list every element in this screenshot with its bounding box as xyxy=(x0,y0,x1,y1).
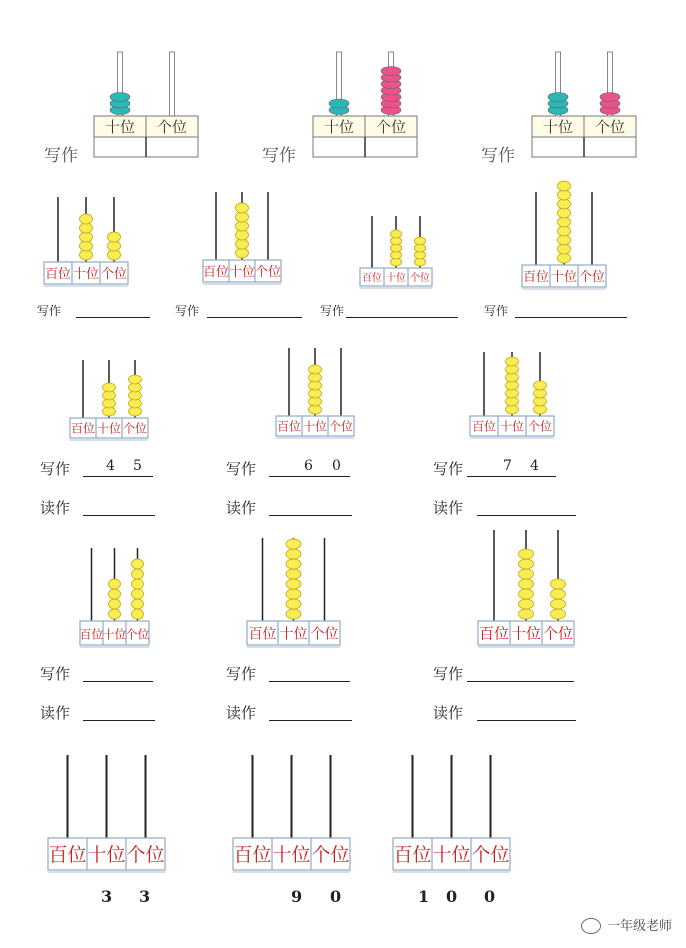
read-label: 读作 xyxy=(226,704,257,722)
abacus-bead xyxy=(309,365,322,374)
place-label: 十位 xyxy=(228,264,256,280)
place-label: 百位 xyxy=(522,269,550,285)
place-label: 百位 xyxy=(44,266,72,282)
abacus-bead xyxy=(600,93,620,102)
abacus-bead xyxy=(558,226,571,236)
abacus-bead xyxy=(236,230,249,240)
place-label: 百位 xyxy=(202,264,230,280)
write-label: 写作 xyxy=(320,304,345,318)
place-label: 个位 xyxy=(122,421,148,436)
abacus-bead xyxy=(80,241,93,251)
abacus-bead xyxy=(80,250,93,260)
abacus-bead xyxy=(80,214,93,224)
abacus-bead xyxy=(132,589,144,599)
write-label: 写作 xyxy=(484,304,509,318)
answer-line xyxy=(346,317,458,318)
abacus-bead xyxy=(80,232,93,242)
place-label: 十位 xyxy=(272,844,311,867)
abacus-bead xyxy=(519,569,534,579)
abacus-bead xyxy=(286,569,301,579)
abacus-bead xyxy=(415,237,426,245)
digit: 3 xyxy=(139,887,151,906)
answer-line xyxy=(83,720,155,721)
answer-line xyxy=(83,515,155,516)
place-label: 个位 xyxy=(471,844,510,867)
place-label: 百位 xyxy=(233,844,272,867)
write-label: 写作 xyxy=(226,460,257,478)
write-label: 写作 xyxy=(175,304,200,318)
abacus-bead xyxy=(109,599,121,609)
abacus-rod xyxy=(170,52,175,116)
abacus-bead xyxy=(551,589,566,599)
abacus-bead xyxy=(519,579,534,589)
abacus-bead xyxy=(109,589,121,599)
digit: 0 xyxy=(330,887,342,906)
written-digit: 6 xyxy=(304,458,313,474)
answer-line xyxy=(269,515,352,516)
abacus-bead xyxy=(132,569,144,579)
abacus-bead xyxy=(558,208,571,218)
place-label: 百位 xyxy=(362,272,382,284)
place-label: 十位 xyxy=(72,266,100,282)
abacus-bead xyxy=(108,232,121,242)
written-digit: 7 xyxy=(503,458,512,474)
abacus-bead xyxy=(236,203,249,213)
place-label: 百位 xyxy=(248,626,277,643)
digit: 0 xyxy=(446,887,458,906)
abacus-bead xyxy=(236,248,249,258)
answer-line xyxy=(207,317,302,318)
abacus-bead xyxy=(381,67,401,76)
write-label: 写作 xyxy=(433,460,464,478)
answer-line xyxy=(269,681,350,682)
digit: 0 xyxy=(484,887,496,906)
answer-line xyxy=(269,476,350,477)
write-label: 写作 xyxy=(37,304,62,318)
place-label: 个位 xyxy=(125,627,150,642)
written-digit: 0 xyxy=(332,458,341,474)
place-label: 百位 xyxy=(393,844,432,867)
abacus-bead xyxy=(132,579,144,589)
place-label: 个位 xyxy=(410,272,430,284)
watermark-text: 一年级老师 xyxy=(606,918,672,934)
place-label: 十位 xyxy=(279,626,308,643)
abacus-bead xyxy=(236,212,249,222)
read-label: 读作 xyxy=(433,499,464,517)
place-label: 十位 xyxy=(386,272,406,284)
abacus-bead xyxy=(129,375,142,384)
answer-line xyxy=(269,720,352,721)
place-label: 百位 xyxy=(471,419,497,434)
abacus-bead xyxy=(109,579,121,589)
place-label: 百位 xyxy=(478,624,510,643)
place-label: 个位 xyxy=(254,264,282,280)
place-label: 十位 xyxy=(104,118,136,136)
abacus-bead xyxy=(132,609,144,619)
abacus-bead xyxy=(286,539,301,549)
place-label: 十位 xyxy=(96,421,122,436)
write-label: 写作 xyxy=(433,665,464,683)
abacus-bead xyxy=(132,599,144,609)
digit: 3 xyxy=(101,887,113,906)
place-label: 十位 xyxy=(550,269,578,285)
abacus-bead xyxy=(534,381,547,390)
place-label: 百位 xyxy=(70,421,96,436)
abacus-bead xyxy=(80,223,93,233)
read-label: 读作 xyxy=(433,704,464,722)
abacus-bead xyxy=(558,235,571,245)
write-label: 写作 xyxy=(40,460,71,478)
place-label: 个位 xyxy=(578,269,606,285)
place-label: 个位 xyxy=(156,118,188,136)
abacus-bead xyxy=(519,559,534,569)
abacus-bead xyxy=(551,579,566,589)
answer-line xyxy=(467,476,556,477)
abacus-bead xyxy=(551,599,566,609)
abacus-bead xyxy=(519,549,534,559)
abacus-bead xyxy=(519,609,534,619)
answer-line xyxy=(477,515,576,516)
watermark xyxy=(581,915,672,935)
place-label: 个位 xyxy=(542,624,574,643)
place-label: 个位 xyxy=(100,266,128,282)
place-label: 十位 xyxy=(302,419,328,434)
abacus-bead xyxy=(286,549,301,559)
place-label: 个位 xyxy=(310,626,339,643)
answer-line xyxy=(515,317,627,318)
abacus-bead xyxy=(558,181,571,191)
written-digit: 4 xyxy=(530,458,539,474)
abacus-bead xyxy=(551,609,566,619)
place-label: 百位 xyxy=(48,844,87,867)
written-digit: 5 xyxy=(133,458,142,474)
place-label: 十位 xyxy=(87,844,126,867)
abacus-bead xyxy=(132,559,144,569)
digit: 1 xyxy=(418,887,430,906)
abacus-bead xyxy=(329,99,349,108)
abacus-bead xyxy=(286,559,301,569)
place-label: 百位 xyxy=(276,419,302,434)
answer-line xyxy=(477,720,576,721)
read-label: 读作 xyxy=(40,704,71,722)
place-label: 个位 xyxy=(594,118,626,136)
abacus-bead xyxy=(110,93,130,102)
place-label: 十位 xyxy=(102,627,127,642)
write-label: 写作 xyxy=(262,146,296,166)
answer-line xyxy=(76,317,150,318)
place-label: 百位 xyxy=(79,627,104,642)
answer-line xyxy=(467,681,574,682)
write-label: 写作 xyxy=(481,146,515,166)
abacus-bead xyxy=(519,599,534,609)
written-digit: 4 xyxy=(106,458,115,474)
place-label: 十位 xyxy=(510,624,542,643)
answer-line xyxy=(83,681,153,682)
place-label: 个位 xyxy=(375,118,407,136)
place-label: 十位 xyxy=(323,118,355,136)
abacus-bead xyxy=(519,589,534,599)
place-label: 个位 xyxy=(126,844,165,867)
abacus-bead xyxy=(506,357,519,366)
abacus-bead xyxy=(548,93,568,102)
read-label: 读作 xyxy=(40,499,71,517)
abacus-bead xyxy=(558,253,571,263)
read-label: 读作 xyxy=(226,499,257,517)
abacus-bead xyxy=(286,579,301,589)
write-label: 写作 xyxy=(40,665,71,683)
abacus-bead xyxy=(108,250,121,260)
abacus-bead xyxy=(236,221,249,231)
write-label: 写作 xyxy=(226,665,257,683)
abacus-bead xyxy=(236,239,249,249)
abacus-bead xyxy=(558,244,571,254)
place-label: 个位 xyxy=(311,844,350,867)
abacus-bead xyxy=(103,383,116,392)
place-label: 十位 xyxy=(542,118,574,136)
place-label: 十位 xyxy=(432,844,471,867)
abacus-bead xyxy=(286,599,301,609)
digit: 9 xyxy=(291,887,303,906)
wechat-icon xyxy=(581,918,601,934)
abacus-bead xyxy=(286,609,301,619)
abacus-bead xyxy=(558,190,571,200)
abacus-bead xyxy=(109,609,121,619)
answer-line xyxy=(83,476,153,477)
write-label: 写作 xyxy=(44,146,78,166)
abacus-bead xyxy=(108,241,121,251)
abacus-bead xyxy=(558,199,571,209)
abacus-bead xyxy=(286,589,301,599)
abacus-bead xyxy=(558,217,571,227)
abacus-bead xyxy=(391,230,402,238)
place-label: 个位 xyxy=(527,419,553,434)
place-label: 个位 xyxy=(328,419,354,434)
place-label: 十位 xyxy=(499,419,525,434)
